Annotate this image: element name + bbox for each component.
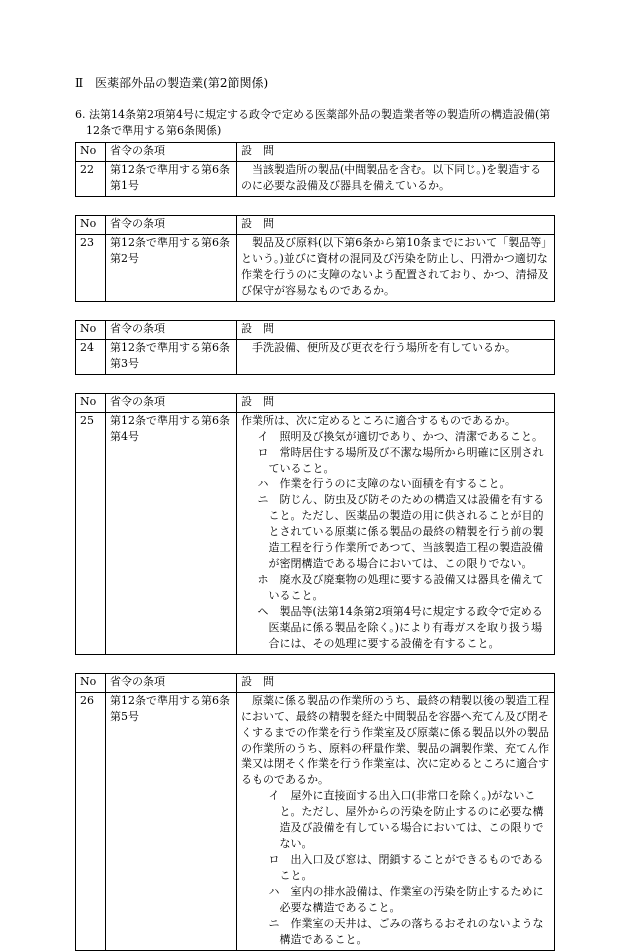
header-question: 設 問 [237, 393, 555, 412]
header-clause: 省令の条項 [106, 320, 237, 339]
cell-clause: 第12条で準用する第6条第5号 [106, 692, 237, 950]
question-sub-item: ニ 防じん、防虫及び防そのための構造又は設備を有すること。ただし、医薬品の製造の用に供されることが目的とされている原薬に係る製品の最終の精製を行う前の製造工程を行う作業所であつて、当該製造工程の製造設備が密閉構造である場合においては、この限りでない。 [257, 493, 545, 571]
table-data-row [76, 162, 555, 197]
header-no: No [76, 216, 106, 235]
question-text: 製品及び原料(以下第6条から第10条までにおいて「製品等」という。)並びに資材の混同及び汚染を防止し、円滑かつ適切な作業を行うのに支障のないよう配置されており、かつ、清掃及び保守が容易なものであるか。 [241, 236, 549, 298]
table-data-row [76, 339, 555, 374]
table-header-row [76, 143, 555, 162]
header-clause: 省令の条項 [106, 673, 237, 692]
cell-clause: 第12条で準用する第6条第4号 [106, 412, 237, 654]
question-sub-item: ロ 常時居住する場所及び不潔な場所から明確に区別されていること。 [257, 445, 544, 475]
question-table-26 [75, 673, 555, 951]
table-data-row [76, 235, 555, 302]
table-header-row [76, 673, 555, 692]
question-sub-item: ハ 室内の排水設備は、作業室の汚染を防止するために必要な構造であること。 [268, 884, 544, 914]
cell-question [237, 162, 555, 197]
table-header-row [76, 393, 555, 412]
question-sub-item: ヘ 製品等(法第14条第2項第4号に規定する政令で定める医薬品に係る製品を除く。)により有毒ガスを取り扱う場合には、その処理に要する設備を有すること。 [257, 604, 543, 650]
header-clause: 省令の条項 [106, 143, 237, 162]
cell-question [237, 692, 555, 950]
question-sub-item: イ 屋外に直接面する出入口(非常口を除く。)がないこと。ただし、屋外からの汚染を防止するのに必要な構造及び設備を有している場合においては、この限りでない。 [268, 789, 544, 851]
header-no: No [76, 320, 106, 339]
cell-question [237, 339, 555, 374]
header-no: No [76, 393, 106, 412]
question-sub-item: ニ 作業室の天井は、ごみの落ちるおそれのないような構造であること。 [268, 916, 544, 946]
question-text: 原薬に係る製品の作業所のうち、最終の精製以後の製造工程において、最終の精製を経た中間製品を容器へ充てん及び閉そくするまでの作業を行う作業室及び原薬に係る製品以外の製品の作業所のうち、原料の秤量作業、製品の調製作業、充てん作業又は閉そく作業を行う作業室は、次に定めるところに適合するものであるか。 [241, 693, 549, 787]
question-table-23 [75, 215, 555, 302]
header-no: No [76, 143, 106, 162]
header-question: 設 問 [237, 673, 555, 692]
header-clause: 省令の条項 [106, 216, 237, 235]
question-text: 作業所は、次に定めるところに適合するものであるか。 [241, 413, 516, 427]
section-heading: 6. 法第14条第2項第4号に規定する政令で定める医薬部外品の製造業者等の製造所の構造設備(第12条で準用する第6条関係) [75, 107, 551, 137]
table-data-row [76, 412, 555, 654]
cell-question [237, 412, 555, 654]
header-question: 設 問 [237, 216, 555, 235]
header-question: 設 問 [237, 143, 555, 162]
question-table-24 [75, 320, 555, 375]
cell-clause: 第12条で準用する第6条第2号 [106, 235, 237, 302]
question-sub-item: ホ 廃水及び廃棄物の処理に要する設備又は器具を備えていること。 [257, 573, 544, 603]
cell-clause: 第12条で準用する第6条第1号 [106, 162, 237, 197]
question-table-25 [75, 393, 555, 655]
question-text: 手洗設備、便所及び更衣を行う場所を有しているか。 [241, 340, 516, 354]
header-question: 設 問 [237, 320, 555, 339]
header-no: No [76, 673, 106, 692]
cell-question [237, 235, 555, 302]
table-header-row [76, 216, 555, 235]
question-table-22 [75, 142, 555, 197]
cell-no: 24 [76, 339, 106, 374]
page-title: Ⅱ 医薬部外品の製造業(第2節関係) [75, 76, 269, 90]
cell-no: 26 [76, 692, 106, 950]
cell-no: 22 [76, 162, 106, 197]
question-sub-item: ロ 出入口及び窓は、閉鎖することができるものであること。 [268, 853, 544, 883]
header-clause: 省令の条項 [106, 393, 237, 412]
table-header-row [76, 320, 555, 339]
cell-no: 23 [76, 235, 106, 302]
question-sub-item: ハ 作業を行うのに支障のない面積を有すること。 [257, 477, 511, 491]
cell-clause: 第12条で準用する第6条第3号 [106, 339, 237, 374]
question-sub-item: イ 照明及び換気が適切であり、かつ、清潔であること。 [257, 429, 544, 443]
table-data-row [76, 692, 555, 950]
question-text: 当該製造所の製品(中間製品を含む。以下同じ。)を製造するのに必要な設備及び器具を備えているか。 [241, 163, 542, 193]
cell-no: 25 [76, 412, 106, 654]
